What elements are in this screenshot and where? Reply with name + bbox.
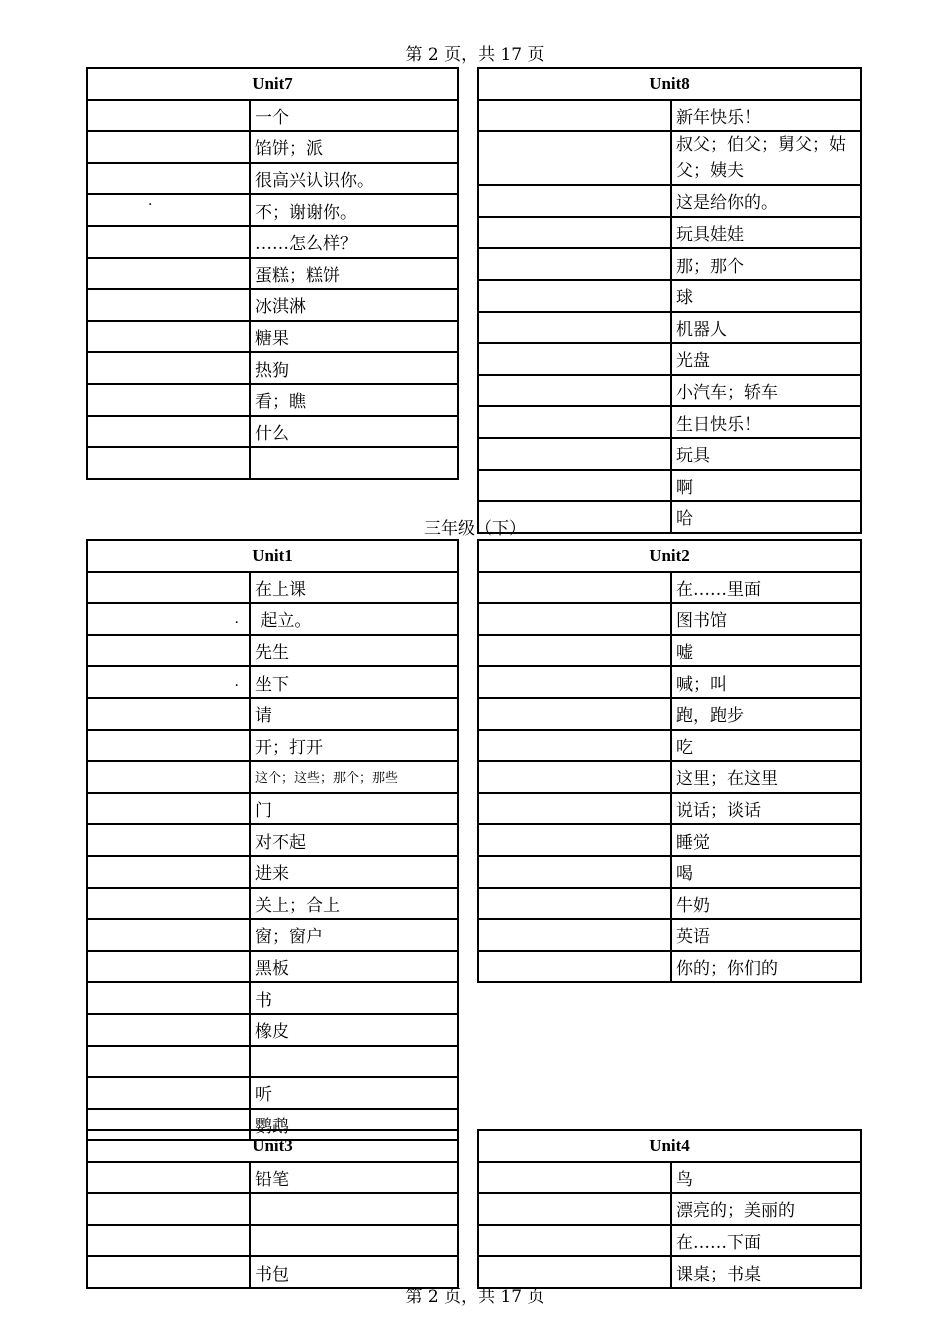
chinese-cell: 图书馆 (671, 603, 861, 635)
chinese-cell: 漂亮的；美丽的 (671, 1193, 861, 1225)
english-cell (478, 635, 671, 667)
english-cell (478, 280, 671, 312)
unit8-title: Unit8 (478, 68, 861, 100)
english-cell (87, 1014, 250, 1046)
table-row (87, 1193, 458, 1225)
table-row (87, 1046, 458, 1078)
table-row (87, 258, 458, 290)
english-cell (478, 406, 671, 438)
table-row (87, 163, 458, 195)
chinese-cell (250, 1046, 458, 1078)
table-row (478, 951, 861, 983)
unit1-title: Unit1 (87, 540, 458, 572)
table-row (478, 217, 861, 249)
chinese-cell: 起立。 (250, 603, 458, 635)
english-cell (478, 248, 671, 280)
table-row (478, 185, 861, 217)
english-cell (87, 1162, 250, 1194)
chinese-cell: 很高兴认识你。 (250, 163, 458, 195)
english-cell (87, 982, 250, 1014)
chinese-cell: 那；那个 (671, 248, 861, 280)
chinese-cell: 玩具 (671, 438, 861, 470)
chinese-cell: 冰淇淋 (250, 289, 458, 321)
english-cell (87, 951, 250, 983)
table-row (87, 603, 458, 635)
chinese-cell: 牛奶 (671, 888, 861, 920)
table-row (87, 1162, 458, 1194)
english-cell (478, 572, 671, 604)
chinese-cell: 对不起 (250, 824, 458, 856)
chinese-cell: 门 (250, 793, 458, 825)
table-row (87, 1077, 458, 1109)
english-cell (478, 1162, 671, 1194)
table-row (87, 321, 458, 353)
english-cell (478, 1225, 671, 1257)
chinese-cell: 这是给你的。 (671, 185, 861, 217)
english-cell (87, 635, 250, 667)
english-cell (478, 824, 671, 856)
chinese-cell: 鹦鹉 (250, 1109, 458, 1141)
chinese-cell: 听 (250, 1077, 458, 1109)
table-row (87, 919, 458, 951)
unit2-table (477, 539, 862, 983)
english-cell (87, 761, 250, 793)
chinese-cell: 进来 (250, 856, 458, 888)
chinese-cell: 请 (250, 698, 458, 730)
english-cell (478, 438, 671, 470)
english-cell (478, 375, 671, 407)
english-cell (87, 352, 250, 384)
table-row (87, 635, 458, 667)
dot-mark: · (148, 197, 153, 214)
table-row (478, 572, 861, 604)
english-cell (478, 100, 671, 132)
unit7-title: Unit7 (87, 68, 458, 100)
chinese-cell: 书 (250, 982, 458, 1014)
table-row (478, 730, 861, 762)
english-cell: . (87, 603, 250, 635)
unit4-table (477, 1129, 862, 1289)
chinese-cell: 哈 (671, 501, 861, 533)
unit7-table (86, 67, 459, 480)
chinese-cell (250, 447, 458, 479)
english-cell (87, 226, 250, 258)
chinese-cell: ……怎么样？ (250, 226, 458, 258)
chinese-cell: 喊；叫 (671, 666, 861, 698)
table-row (478, 793, 861, 825)
table-row (478, 406, 861, 438)
unit2-title: Unit2 (478, 540, 861, 572)
english-cell (87, 1193, 250, 1225)
chinese-cell: 睡觉 (671, 824, 861, 856)
english-cell (87, 1046, 250, 1078)
chinese-cell: 书包 (250, 1256, 458, 1288)
chinese-cell: 什么 (250, 416, 458, 448)
chinese-cell: 馅饼；派 (250, 131, 458, 163)
table-row (478, 375, 861, 407)
table-row (478, 280, 861, 312)
english-cell (478, 856, 671, 888)
english-cell (478, 951, 671, 983)
table-row (478, 761, 861, 793)
english-cell (478, 603, 671, 635)
english-cell (478, 185, 671, 217)
chinese-cell: 先生 (250, 635, 458, 667)
english-cell (478, 730, 671, 762)
table-row (478, 666, 861, 698)
table-row (478, 603, 861, 635)
page-indicator-top: 第 2 页，共 17 页 (405, 45, 545, 65)
chinese-cell: 跑，跑步 (671, 698, 861, 730)
english-cell (87, 384, 250, 416)
table-row (478, 1225, 861, 1257)
table-row (478, 438, 861, 470)
table-row (87, 226, 458, 258)
english-cell (478, 312, 671, 344)
english-cell (87, 163, 250, 195)
table-row (87, 730, 458, 762)
unit1-table (86, 539, 459, 1141)
unit3-table (86, 1129, 459, 1289)
unit3-title: Unit3 (87, 1130, 458, 1162)
table-row (478, 698, 861, 730)
chinese-cell: 在上课 (250, 572, 458, 604)
chinese-cell: 小汽车；轿车 (671, 375, 861, 407)
english-cell (87, 1225, 250, 1257)
chinese-cell: 课桌；书桌 (671, 1256, 861, 1288)
grade-section-title: 三年级（下） (424, 519, 526, 539)
unit4-title: Unit4 (478, 1130, 861, 1162)
chinese-cell (250, 1193, 458, 1225)
english-cell (87, 416, 250, 448)
english-cell (87, 1077, 250, 1109)
chinese-cell: 光盘 (671, 343, 861, 375)
page-indicator-bottom: 第 2 页，共 17 页 (405, 1287, 545, 1307)
english-cell (87, 258, 250, 290)
table-row (87, 761, 458, 793)
chinese-cell: 你的；你们的 (671, 951, 861, 983)
chinese-cell: 一个 (250, 100, 458, 132)
english-cell (478, 761, 671, 793)
english-cell (478, 217, 671, 249)
chinese-cell: 开；打开 (250, 730, 458, 762)
english-cell (478, 888, 671, 920)
english-cell (87, 289, 250, 321)
chinese-cell: 蛋糕；糕饼 (250, 258, 458, 290)
table-row (87, 572, 458, 604)
table-row (87, 194, 458, 226)
chinese-cell: 说话；谈话 (671, 793, 861, 825)
table-row (87, 100, 458, 132)
chinese-cell: 橡皮 (250, 1014, 458, 1046)
english-cell (87, 321, 250, 353)
table-row (87, 698, 458, 730)
chinese-cell: 糖果 (250, 321, 458, 353)
english-cell (478, 131, 671, 185)
table-row (478, 824, 861, 856)
table-row (478, 635, 861, 667)
table-row (478, 312, 861, 344)
english-cell (478, 666, 671, 698)
english-cell (478, 698, 671, 730)
english-cell (87, 919, 250, 951)
english-cell (478, 343, 671, 375)
chinese-cell: 铅笔 (250, 1162, 458, 1194)
english-cell (87, 194, 250, 226)
chinese-cell: 黑板 (250, 951, 458, 983)
table-row (478, 100, 861, 132)
chinese-cell: 在……下面 (671, 1225, 861, 1257)
table-row (87, 1225, 458, 1257)
english-cell (87, 888, 250, 920)
table-row (87, 856, 458, 888)
table-row (87, 131, 458, 163)
table-row (87, 447, 458, 479)
table-row (87, 384, 458, 416)
chinese-cell: 玩具娃娃 (671, 217, 861, 249)
chinese-cell (250, 1225, 458, 1257)
table-row (87, 951, 458, 983)
table-row (87, 352, 458, 384)
english-cell: . (87, 666, 250, 698)
chinese-cell: 吃 (671, 730, 861, 762)
table-row (87, 666, 458, 698)
english-cell (478, 919, 671, 951)
table-row (478, 856, 861, 888)
chinese-cell: 嘘 (671, 635, 861, 667)
unit8-table (477, 67, 862, 534)
table-row (478, 888, 861, 920)
english-cell (87, 698, 250, 730)
english-cell (87, 793, 250, 825)
table-row (87, 289, 458, 321)
english-cell (87, 131, 250, 163)
english-cell (478, 793, 671, 825)
table-row (478, 343, 861, 375)
table-row (478, 470, 861, 502)
chinese-cell: 球 (671, 280, 861, 312)
chinese-cell: 坐下 (250, 666, 458, 698)
table-row (478, 248, 861, 280)
chinese-cell: 机器人 (671, 312, 861, 344)
chinese-cell: 英语 (671, 919, 861, 951)
table-row (87, 982, 458, 1014)
english-cell (87, 824, 250, 856)
table-row (478, 1193, 861, 1225)
table-row (87, 888, 458, 920)
chinese-cell: 热狗 (250, 352, 458, 384)
english-cell (87, 447, 250, 479)
table-row (87, 416, 458, 448)
table-row (478, 919, 861, 951)
chinese-cell: 关上；合上 (250, 888, 458, 920)
table-row (478, 131, 861, 185)
chinese-cell: 看；瞧 (250, 384, 458, 416)
table-row (87, 824, 458, 856)
english-cell (87, 572, 250, 604)
english-cell (87, 856, 250, 888)
english-cell (87, 100, 250, 132)
chinese-cell: 这个；这些；那个；那些 (250, 761, 458, 793)
table-row (87, 793, 458, 825)
english-cell (478, 1193, 671, 1225)
chinese-cell: 鸟 (671, 1162, 861, 1194)
english-cell (478, 470, 671, 502)
chinese-cell: 啊 (671, 470, 861, 502)
chinese-cell: 叔父；伯父；舅父；姑父；姨夫 (671, 131, 861, 185)
chinese-cell: 新年快乐！ (671, 100, 861, 132)
chinese-cell: 这里；在这里 (671, 761, 861, 793)
english-cell (87, 730, 250, 762)
table-row (87, 1014, 458, 1046)
chinese-cell: 在……里面 (671, 572, 861, 604)
chinese-cell: 喝 (671, 856, 861, 888)
table-row (478, 1162, 861, 1194)
chinese-cell: 不；谢谢你。 (250, 194, 458, 226)
chinese-cell: 窗；窗户 (250, 919, 458, 951)
chinese-cell: 生日快乐！ (671, 406, 861, 438)
